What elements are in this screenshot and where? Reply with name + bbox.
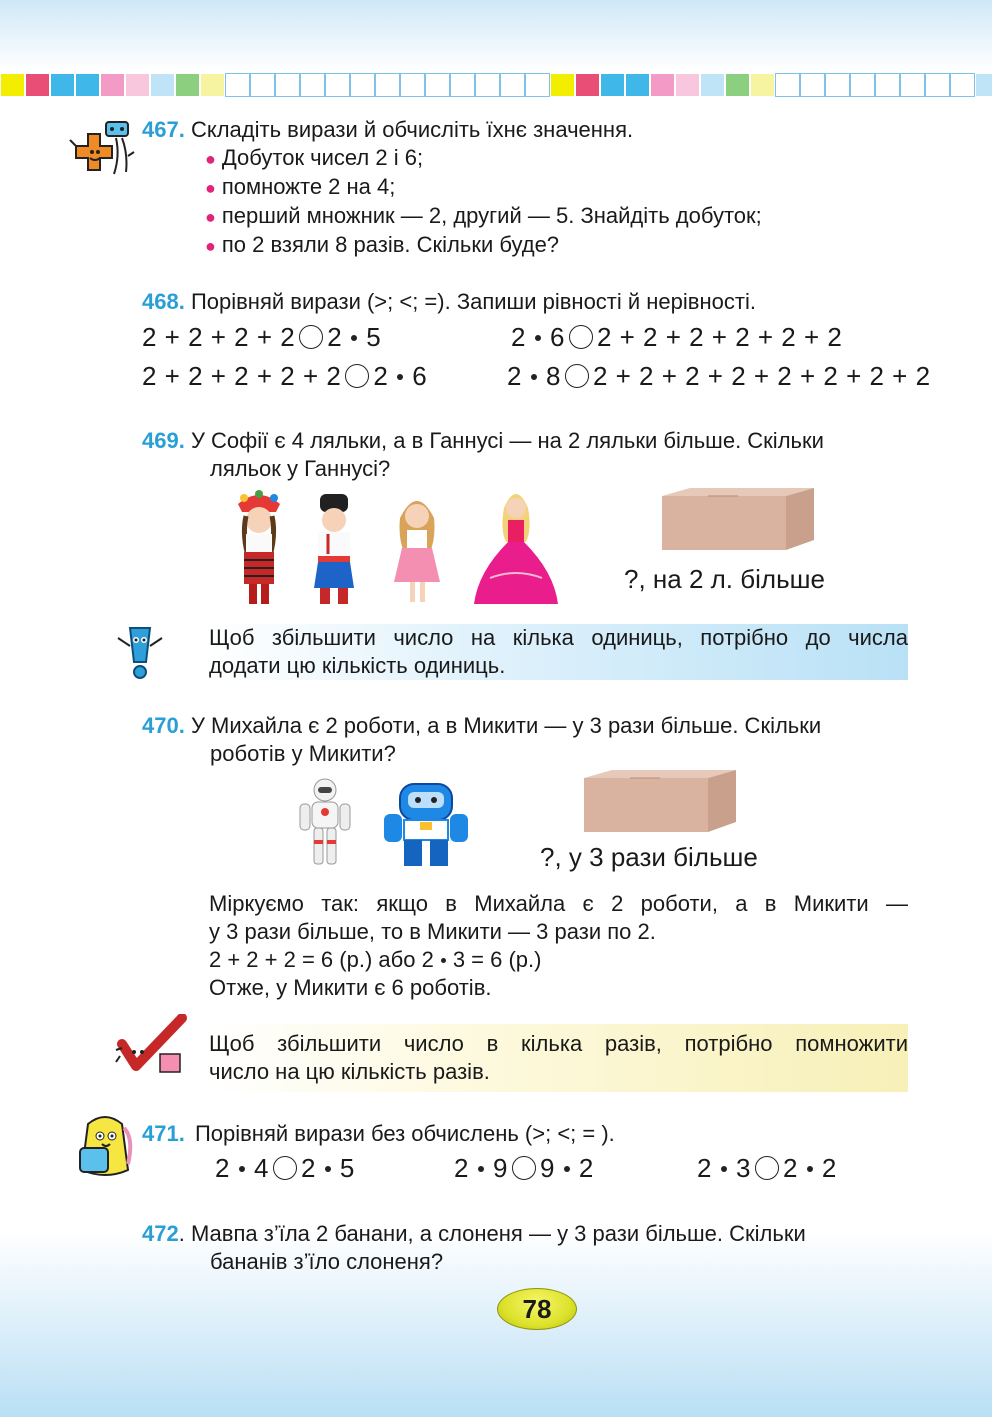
page-number: 78 xyxy=(497,1288,577,1330)
multiply-dot-icon xyxy=(535,335,541,341)
expression-row: 2 + 2 + 2 + 2 2 5 xyxy=(142,322,382,352)
task-468-title: Порівняй вирази (>; <; =). Запиши рівності й нерівності. xyxy=(190,289,756,314)
expression-row: 2 6 2 + 2 + 2 + 2 + 2 + 2 xyxy=(511,322,843,352)
list-item: ● по 2 взяли 8 разів. Скільки буде? xyxy=(205,232,560,257)
color-stripe xyxy=(0,73,992,99)
task-469-text: 469. У Софії є 4 ляльки, а в Ганнусі — на 2 ляльки більше. Скільки ляльок у Ганнусі? xyxy=(142,428,824,481)
expression-row: 2 4 2 5 xyxy=(215,1153,355,1183)
multiply-dot-icon xyxy=(478,1166,484,1172)
task-467-list xyxy=(205,144,762,260)
stripe-square xyxy=(850,73,875,97)
task-number: 468. xyxy=(142,289,185,314)
stripe-square xyxy=(225,73,250,97)
multiply-dot-icon xyxy=(531,374,537,380)
stripe-square xyxy=(925,73,950,97)
stripe-square xyxy=(525,73,550,97)
multiply-dot-icon xyxy=(325,1166,331,1172)
comparison-circle[interactable] xyxy=(569,325,593,349)
expression-row: 2 3 2 2 xyxy=(697,1153,837,1183)
task-470-reasoning: Міркуємо так: якщо в Михайла є 2 роботи, а в Микити — у 3 рази більше, то в Микити — 3 рази по 2. 2 + 2 + 2 = 6 (р.) або 2 3 = 6 (р.) Отже, у Микити є 6 роботів. xyxy=(209,891,908,1000)
comparison-circle[interactable] xyxy=(755,1156,779,1180)
stripe-square xyxy=(700,73,725,97)
task-number: 472 xyxy=(142,1221,179,1246)
stripe-square xyxy=(900,73,925,97)
comparison-circle[interactable] xyxy=(299,325,323,349)
task-471-title-line xyxy=(142,1120,615,1148)
task-467-title-line xyxy=(142,116,633,144)
checkmark-mascot-icon xyxy=(114,1014,190,1078)
stripe-square xyxy=(600,73,625,97)
multiply-dot-icon xyxy=(807,1166,813,1172)
multiply-dot-icon xyxy=(441,958,446,963)
exclamation-mascot-icon xyxy=(110,624,172,682)
multiply-dot-icon xyxy=(564,1166,570,1172)
doll-kozak-icon xyxy=(306,494,362,606)
humanoid-robot-icon xyxy=(296,778,354,868)
doll-princess-icon xyxy=(470,488,562,608)
bullet-icon: ● xyxy=(205,149,216,169)
stripe-square xyxy=(0,73,25,97)
stripe-square xyxy=(950,73,975,97)
task-470-text: 470. У Михайла є 2 роботи, а в Микити — у 3 рази більше. Скільки роботів у Микити? xyxy=(142,713,822,766)
stripe-square xyxy=(825,73,850,97)
comparison-circle[interactable] xyxy=(273,1156,297,1180)
multiply-dot-icon xyxy=(721,1166,727,1172)
task-number: 467. xyxy=(142,117,185,142)
stripe-square xyxy=(800,73,825,97)
stripe-square xyxy=(650,73,675,97)
stripe-square xyxy=(25,73,50,97)
rule-1-text: Щоб збільшити число на кілька одиниць, потрібно до числа додати цю кількість одиниць. xyxy=(209,625,908,678)
comparison-circle[interactable] xyxy=(345,364,369,388)
stripe-square xyxy=(975,73,992,97)
stripe-square xyxy=(75,73,100,97)
bullet-icon: ● xyxy=(205,236,216,256)
stripe-square xyxy=(500,73,525,97)
doll-pink-dress-icon xyxy=(388,490,446,606)
stripe-square xyxy=(400,73,425,97)
stripe-square xyxy=(725,73,750,97)
stripe-square xyxy=(175,73,200,97)
expression-row: 2 + 2 + 2 + 2 + 2 2 6 xyxy=(142,361,428,391)
list-item: ● Добуток чисел 2 і 6; xyxy=(205,145,424,170)
stripe-square xyxy=(350,73,375,97)
stripe-square xyxy=(100,73,125,97)
stripe-square xyxy=(150,73,175,97)
stripe-square xyxy=(425,73,450,97)
stripe-square xyxy=(875,73,900,97)
doll-ukrainian-icon xyxy=(230,490,288,608)
cardboard-box-icon xyxy=(580,766,740,836)
stripe-square xyxy=(450,73,475,97)
stripe-square xyxy=(625,73,650,97)
backpack-mascot-icon xyxy=(74,1114,136,1178)
multiply-dot-icon xyxy=(397,374,403,380)
task-468-title-line xyxy=(142,288,756,316)
expression-row: 2 8 2 + 2 + 2 + 2 + 2 + 2 + 2 + 2 xyxy=(507,361,931,391)
stripe-square xyxy=(750,73,775,97)
task-number: 471. xyxy=(142,1121,185,1146)
task-number: 470. xyxy=(142,713,185,738)
stripe-square xyxy=(300,73,325,97)
stripe-square xyxy=(575,73,600,97)
math-signs-mascot-icon xyxy=(66,116,138,188)
comparison-circle[interactable] xyxy=(512,1156,536,1180)
stripe-square xyxy=(475,73,500,97)
bullet-icon: ● xyxy=(205,207,216,227)
train-robot-icon xyxy=(380,778,472,868)
task-469-caption: ?, на 2 л. більше xyxy=(624,564,825,594)
task-472-text: 472. Мавпа з’їла 2 банани, а слоненя — у 3 рази більше. Скільки бананів з’їло слоненя? xyxy=(142,1221,806,1274)
task-471-title: Порівняй вирази без обчислень (>; <; = ). xyxy=(194,1121,615,1146)
cardboard-box-icon xyxy=(658,484,818,554)
expression-row: 2 9 9 2 xyxy=(454,1153,594,1183)
task-467-title: Складіть вирази й обчисліть їхнє значення. xyxy=(190,117,634,142)
list-item: ● перший множник — 2, другий — 5. Знайдіть добуток; xyxy=(205,203,762,228)
stripe-square xyxy=(250,73,275,97)
task-470-caption: ?, у 3 рази більше xyxy=(540,842,758,872)
bullet-icon: ● xyxy=(205,178,216,198)
task-number: 469. xyxy=(142,428,185,453)
stripe-square xyxy=(325,73,350,97)
stripe-square xyxy=(200,73,225,97)
stripe-square xyxy=(50,73,75,97)
rule-2-text: Щоб збільшити число в кілька разів, потрібно помножити число на цю кількість разів. xyxy=(209,1031,908,1084)
stripe-square xyxy=(675,73,700,97)
list-item: ● помножте 2 на 4; xyxy=(205,174,396,199)
stripe-square xyxy=(375,73,400,97)
stripe-square xyxy=(275,73,300,97)
comparison-circle[interactable] xyxy=(565,364,589,388)
stripe-square xyxy=(125,73,150,97)
stripe-square xyxy=(775,73,800,97)
multiply-dot-icon xyxy=(351,335,357,341)
multiply-dot-icon xyxy=(239,1166,245,1172)
stripe-square xyxy=(550,73,575,97)
